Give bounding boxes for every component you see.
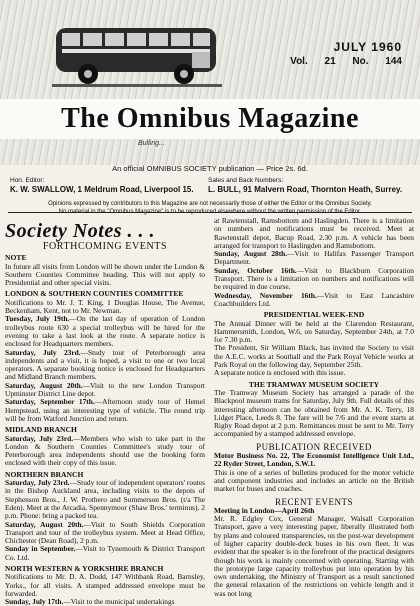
masthead bbox=[0, 0, 420, 165]
volume-number: Vol. 21 bbox=[290, 56, 336, 67]
midland-heading: MIDLAND BRANCH bbox=[5, 425, 77, 435]
recent-events-heading: RECENT EVENTS bbox=[274, 496, 354, 507]
event-item: Saturday, July 23rd.—Members who wish to take part in the London & Southern Counties Committee's study tour of Peterborough area independents should use the booking form enclosed with their copy of this issue. bbox=[5, 433, 205, 468]
lsc-intro: Notifications to Mr. J. T. King, 1 Douglas House, The Avenue, Beckenham, Kent, not to Mr. Newman. bbox=[5, 297, 205, 316]
publication-text: This is one of a series of bulletins produced for the motor vehicle and component industries and includes an article on the British market for buses and coaches. bbox=[214, 467, 414, 494]
sales-address: L. BULL, 91 Malvern Road, Thornton Heath, Surrey. bbox=[208, 185, 403, 194]
issue-date: JULY 1960 bbox=[333, 40, 402, 54]
publisher-line: An official OMNIBUS SOCIETY publication — Price 2s. 6d. bbox=[112, 164, 308, 173]
tramway-heading: THE TRAMWAY MUSEUM SOCIETY bbox=[248, 379, 380, 389]
event-item: Wednesday, November 16th.—Visit to East Lancashire Coachbuilders Ltd. bbox=[214, 290, 414, 308]
divider-rule bbox=[8, 212, 412, 213]
publication-info bbox=[0, 163, 420, 216]
nwy-intro: Notifications to Mr. D. A. Dodd, 147 Withbank Road, Barnsley, Yorks., for all visits. A stamped addressed envelope must be forwarded. bbox=[5, 572, 205, 598]
title-banner bbox=[0, 99, 420, 139]
event-item: Saturday, September 17th.—Afternoon study tour of Hemel Hempstead, using an interesting type of vehicle. The round trip will be from Watford Junction and return. bbox=[5, 397, 205, 423]
disclaimer: Opinions expressed by contributors to this Magazine are not necessarily those of either the Editor or the Omnibus Society. No material in the "Omnibus Magazine" is to be reproduced elsewhere without the written permission of the Editor. bbox=[48, 201, 372, 215]
editor-block: Hon. Editor: K. W. SWALLOW, 1 Meldrum Road, Liverpool 15. bbox=[10, 177, 194, 194]
presidential-text: The President, Sir William Black, has invited the Society to visit the A.E.C. works at Southall and the Park Royal Vehicle works at Park Royal on the following day, September 25th. bbox=[214, 343, 414, 370]
event-item: Sunday, October 16th.—Visit to Blackburn Corporation Transport. There is a limitation on numbers and notifications will be required in due course. bbox=[214, 265, 414, 292]
event-item: Saturday, August 20th.—Visit to South Shields Corporation Transport and tour of the trolleybus system. Meet at Head Office, Chichester (Dean Road), 2 p.m. bbox=[5, 519, 205, 546]
road-sign: Bulling... bbox=[138, 140, 165, 147]
presidential-text: A separate notice is enclosed with this issue. bbox=[214, 368, 346, 378]
note-heading: NOTE bbox=[5, 253, 27, 263]
continued-text: at Rawtenstall, Ramsbottom and Haslingden. There is a limitation on numbers and notifications must be received. Meet at Rawtenstall depot, Bacup Road, 2.30 p.m. A vehicle has been arranged for transport to Haslingden and Ramsbottom. bbox=[214, 216, 414, 250]
event-item: Saturday, August 20th.—Visit to the new London Transport Upminster District Line depot. bbox=[5, 380, 205, 399]
event-item: Saturday, July 23rd.—Study tour of independent operators' routes in the Bishop Auckland area, including visits to the depots of Stephenson Bros., J. W. Prothero and Summerson Bros. (t/a The Eden). Meet at the Arcadia, Spennymoor (Shaw Bros.' terminus), 2 p.m. Phone: bring a packed tea. bbox=[5, 478, 205, 521]
tramway-text: The Tramway Museum Society has arranged a parade of the Blackpool museum trams for Saturday, July 9th. Full details of this interesting afternoon can be obtained from Mr. A. K. Terry, 18 Lidget Place, Leeds 8. The fare will be 7/6 and the event starts at Rigby Road depot at 2 p.m. Remittances must be sent to Mr. Terry accompanied by a stamped addressed envelope. bbox=[214, 387, 414, 439]
magazine-title: The Omnibus Magazine bbox=[61, 103, 359, 134]
northern-heading: NORTHERN BRANCH bbox=[5, 469, 84, 479]
recent-event-text: Mr. R. Edgley Cox, General Manager, Walsall Corporation Transport, gave a very interesting paper, liberally illustrated both by plans and coloured transparencies, on the post-war development of higher capacity double-deck buses in his own fleet. It was evident that the speaker is in the forefront of the practical designers though his work is mainly concerned with operating. Starting with the prototype large capacity trolleybus put into operation by his own undertaking, the Ministry of Transport as a result sanctioned the general relaxation of the restrictions on vehicle length and it was not long bbox=[214, 514, 414, 598]
event-item: Sunday in September.—Visit to Tynemouth & District Transport Co. Ltd. bbox=[5, 544, 205, 562]
society-notes-heading: Society Notes . . . bbox=[5, 220, 156, 242]
forthcoming-events-heading: FORTHCOMING EVENTS bbox=[42, 241, 168, 252]
nwy-heading: NORTH WESTERN & YORKSHIRE BRANCH bbox=[5, 563, 164, 573]
presidential-text: The Annual Dinner will be held at the Clarendon Restaurant, Hammersmith, London, W.6, on Saturday, September 24th, at 7.0 for 7.30 p.m. bbox=[214, 318, 414, 345]
event-item: Tuesday, July 19th.—On the last day of operation of London trolleybus route 630 a special trolleybus will be hired for the evening to take a last look at the route. A separate notice is enclosed for Headquarters members. bbox=[5, 314, 205, 349]
event-item: Sunday, July 17th.—Visit to the municipal undertakings bbox=[5, 597, 175, 606]
presidential-heading: PRESIDENTIAL WEEK-END bbox=[263, 310, 365, 320]
note-text: In future all visits from London will be shown under the London & Southern Counties Committee heading. This will not apply to Presidential and other special visits. bbox=[5, 261, 205, 288]
event-item: Saturday, July 23rd.—Study tour of Peterborough area independents and a visit, it is hoped, a visit to one or two local operators. A separate booking notice is enclosed for Headquarters and Midland Branch members. bbox=[5, 347, 205, 382]
publication-title: Motor Business No. 22, The Economist Intelligence Unit Ltd., 22 Ryder Street, London, S.W.1. bbox=[214, 451, 414, 469]
editor-address: K. W. SWALLOW, 1 Meldrum Road, Liverpool 15. bbox=[10, 185, 194, 194]
issue-info bbox=[290, 40, 402, 67]
lsc-heading: LONDON & SOUTHERN COUNTIES COMMITTEE bbox=[5, 289, 184, 299]
right-column bbox=[214, 217, 414, 598]
trolleybus-illustration bbox=[52, 22, 222, 90]
sales-block: Sales and Back Numbers: L. BULL, 91 Malvern Road, Thornton Heath, Surrey. bbox=[208, 177, 403, 194]
publication-heading: PUBLICATION RECEIVED bbox=[256, 441, 372, 452]
recent-event-title: Meeting in London—April 26th bbox=[214, 505, 315, 515]
left-column bbox=[5, 218, 205, 606]
event-item: Sunday, August 28th.—Visit to Halifax Passenger Transport Department. bbox=[214, 249, 414, 267]
issue-number: No. 144 bbox=[352, 56, 402, 67]
